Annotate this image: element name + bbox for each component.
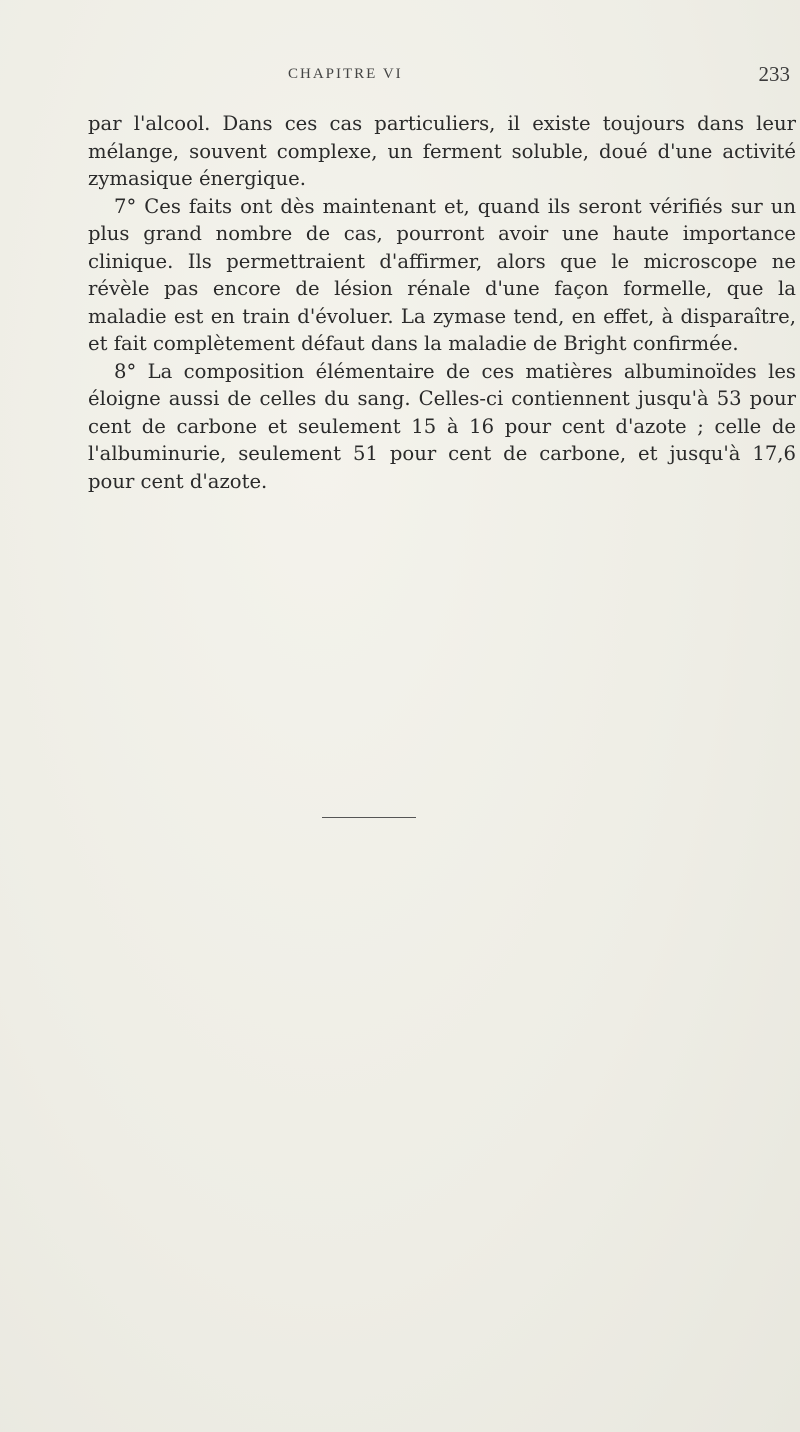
page-number: 233 [758, 62, 790, 86]
section-end-rule [322, 817, 416, 818]
paragraph-point-8: 8° La composition élémentaire de ces matières albuminoïdes les éloigne aussi de celles du sang. Celles-ci contiennent jusqu'à 53 pour cent de carbone et seulement 15 à 16 pour cent d'azote ; celle de l'albuminurie, seulement 51 pour cent de carbone, et jusqu'à 17,6 pour cent d'azote. [88, 359, 796, 493]
body-text [88, 110, 796, 495]
chapter-heading: CHAPITRE VI [288, 66, 403, 82]
paragraph-continuation: par l'alcool. Dans ces cas particuliers, il existe toujours dans leur mélange, souvent complexe, un ferment soluble, doué d'une activité zymasique énergique. [88, 112, 796, 190]
paragraph-point-7: 7° Ces faits ont dès maintenant et, quand ils seront vérifiés sur un plus grand nombre de cas, pourront avoir une haute importance clinique. Ils permettraient d'affirmer, alors que le microscope ne révèle pas encore de lésion rénale d'une façon formelle, que la maladie est en train d'évoluer. La zymase tend, en effet, à disparaître, et fait complètement défaut dans la maladie de Bright confirmée. [88, 194, 796, 355]
running-head [92, 62, 798, 92]
